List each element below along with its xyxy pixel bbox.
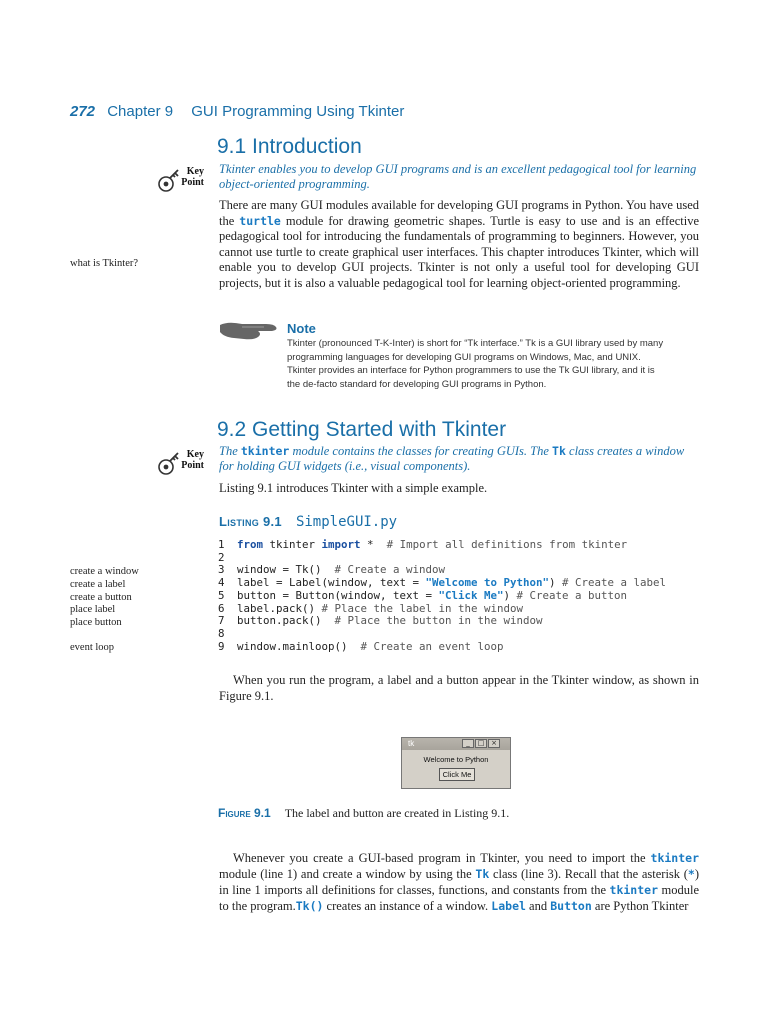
code-line: 5 button = Button(window, text = "Click Me") # Create a button	[218, 588, 628, 602]
margin-note: event loop	[70, 642, 115, 653]
listing-intro: Listing 9.1 introduces Tkinter with a simple example.	[219, 481, 488, 495]
key-point-label: Key Point	[181, 166, 204, 188]
final-paragraph: Whenever you create a GUI-based program in Tkinter, you need to import the tkinter module (line 1) and create a window by using the Tk class (line 3). Recall that the asterisk (*) in line 1 imports all definitions for classes, functions, and constants from the tkinter module to the program.Tk() creates an instance of a window. Label and Button are Python Tkinter	[219, 851, 700, 913]
listing-label: Listing 9.1	[219, 514, 282, 529]
section-title-intro: 9.1 Introduction	[217, 135, 362, 158]
code-line: 8	[218, 626, 225, 640]
after-listing-paragraph: When you run the program, a label and a button appear in the Tkinter window, as shown in Figure 9.1.	[219, 673, 699, 703]
welcome-label: Welcome to Python	[423, 755, 489, 764]
key-icon	[158, 168, 180, 192]
maximize-icon: □	[475, 739, 487, 748]
key-icon	[158, 451, 180, 475]
margin-note: create a button	[70, 592, 132, 603]
margin-note-what-is-tkinter: what is Tkinter?	[70, 258, 139, 269]
key-point-label: Key Point	[181, 449, 204, 471]
note-body: Tkinter (pronounced T-K-Inter) is short for “Tk interface.” Tk is a GUI library used by many programming languages for developing GUI programs on Windows, Mac, and UNIX. Tkinter provides an interface for Python programmers to use the Tk GUI library, and it is the de-facto standard for developing GUI programs in Python.	[287, 338, 664, 391]
code-listing	[218, 539, 666, 653]
running-header	[70, 103, 404, 120]
section-title-getting-started: 9.2 Getting Started with Tkinter	[217, 418, 507, 441]
code-line: 1 from tkinter import * # Import all definitions from tkinter	[218, 538, 628, 551]
close-icon: ×	[488, 739, 500, 748]
code-line: 7 button.pack() # Place the button in the window	[218, 614, 543, 628]
margin-note: create a window	[70, 566, 139, 577]
key-point-badge	[158, 166, 206, 198]
figure-caption-text: The label and button are created in Listing 9.1.	[284, 806, 510, 820]
margin-note: create a label	[70, 579, 126, 590]
margin-note: place label	[70, 604, 116, 615]
window-title: tk	[408, 739, 415, 748]
code-line: 2	[218, 550, 225, 564]
code-line: 3 window = Tk() # Create a window	[218, 563, 446, 577]
page-number: 272	[70, 103, 96, 120]
figure-caption	[218, 806, 509, 821]
listing-title	[219, 514, 397, 530]
note-title: Note	[287, 321, 316, 336]
chapter-label: Chapter 9	[107, 103, 174, 120]
code-line: 4 label = Label(window, text = "Welcome to Python") # Create a label	[218, 576, 667, 590]
key-point-badge-2	[158, 449, 206, 481]
chapter-title: GUI Programming Using Tkinter	[191, 103, 405, 120]
code-line: 9 window.mainloop() # Create an event loop	[218, 639, 504, 653]
click-me-button: Click Me	[439, 768, 475, 781]
pointing-hand-icon	[218, 319, 282, 348]
key-point-text-2: The tkinter module contains the classes for creating GUIs. The Tk class creates a window for holding GUI widgets (i.e., visual components).	[219, 444, 685, 473]
window-titlebar	[402, 738, 510, 750]
minimize-icon: _	[462, 739, 474, 748]
figure-label: Figure 9.1	[218, 806, 271, 820]
listing-filename: SimpleGUI.py	[295, 514, 398, 530]
intro-paragraph: There are many GUI modules available for developing GUI programs in Python. You have used the turtle module for drawing geometric shapes. Turtle is easy to use and is an effective pedagogical tool for introducing the fundamentals of programming to beginners. However, you cannot use turtle to create graphical user interfaces. This chapter introduces Tkinter, which will enable you to develop GUI projects. Tkinter is not only a useful tool for developing GUI projects, but it is also a valuable pedagogical tool for learning object-oriented programming.	[219, 198, 699, 290]
code-line: 6 label.pack() # Place the label in the window	[218, 601, 524, 615]
inline-code: turtle	[239, 213, 281, 228]
tk-window-figure	[401, 737, 511, 789]
key-point-text: Tkinter enables you to develop GUI programs and is an excellent pedagogical tool for learning object-oriented programming.	[219, 162, 697, 191]
margin-note: place button	[70, 617, 122, 628]
